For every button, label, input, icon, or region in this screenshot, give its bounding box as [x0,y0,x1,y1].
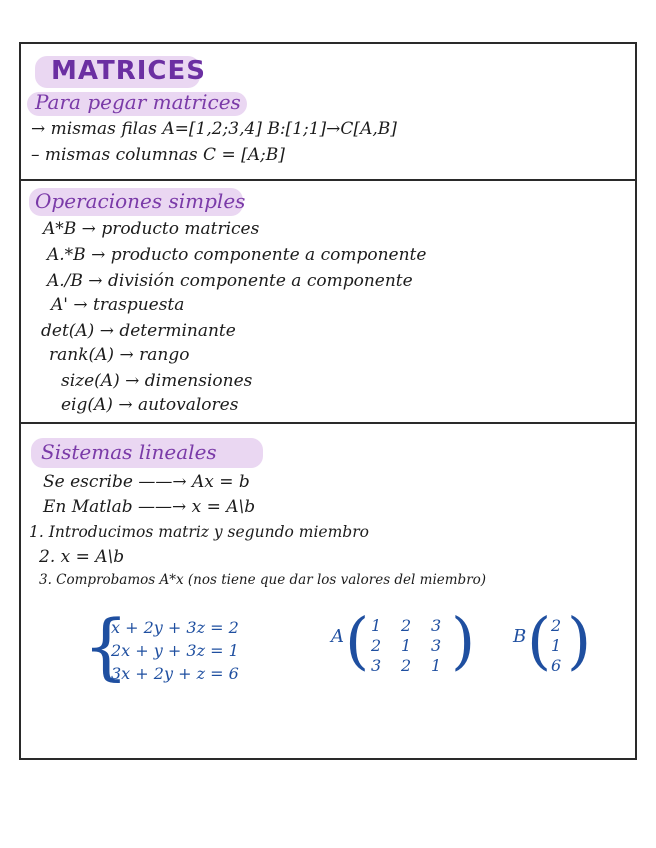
section-matrices [21,44,635,181]
page-title: MATRICES [51,56,206,86]
right-paren-icon: ) [451,604,476,677]
matrix-cell: 3 [371,656,382,675]
text-line: → mismas filas A=[1,2;3,4] B:[1;1]→C[A,B] [31,119,397,139]
section-heading: Operaciones simples [35,189,246,213]
text-line: A*B → producto matrices [43,219,260,239]
matrix-cell: 1 [401,636,412,655]
matrix-a [331,604,481,680]
section-heading: Sistemas lineales [41,440,217,464]
text-line: 3. Comprobamos A*x (nos tiene que dar los valores del miembro) [39,572,487,588]
text-line: eig(A) → autovalores [61,395,239,415]
note-page [19,42,637,760]
text-line: – mismas columnas C = [A;B] [31,145,285,165]
matrix-b [513,604,593,680]
matrix-a-label: A [331,626,344,647]
matrix-cell: 2 [401,656,412,675]
brace-icon: { [83,604,129,688]
matrix-cell: 2 [551,616,562,635]
matrix-cell: 1 [431,656,442,675]
matrix-cell: 2 [401,616,412,635]
equation: 3x + 2y + z = 6 [111,664,239,683]
matrix-cell: 1 [371,616,382,635]
left-paren-icon: ( [345,604,370,677]
text-line: 2. x = A\b [39,547,125,567]
right-paren-icon: ) [567,604,592,677]
matrix-cell: 6 [551,656,562,675]
matrix-b-label: B [513,626,527,647]
left-paren-icon: ( [527,604,552,677]
text-line: Se escribe ——→ Ax = b [43,472,250,492]
equation: 2x + y + 3z = 1 [111,641,239,660]
section-linear-systems [21,424,635,758]
text-line: A' → traspuesta [51,295,185,315]
text-line: rank(A) → rango [49,345,190,365]
text-line: A.*B → producto componente a componente [47,245,427,265]
text-line: A./B → división componente a componente [47,271,413,291]
matrix-cell: 1 [551,636,562,655]
text-line: En Matlab ——→ x = A\b [43,497,256,517]
text-line: det(A) → determinante [41,321,236,341]
text-line: size(A) → dimensiones [61,371,253,391]
matrix-cell: 3 [431,636,442,655]
section-heading: Para pegar matrices [35,90,241,114]
equation: x + 2y + 3z = 2 [111,618,239,637]
text-line: 1. Introducimos matriz y segundo miembro [29,523,369,541]
section-operations [21,181,635,424]
matrix-cell: 2 [371,636,382,655]
matrix-cell: 3 [431,616,442,635]
